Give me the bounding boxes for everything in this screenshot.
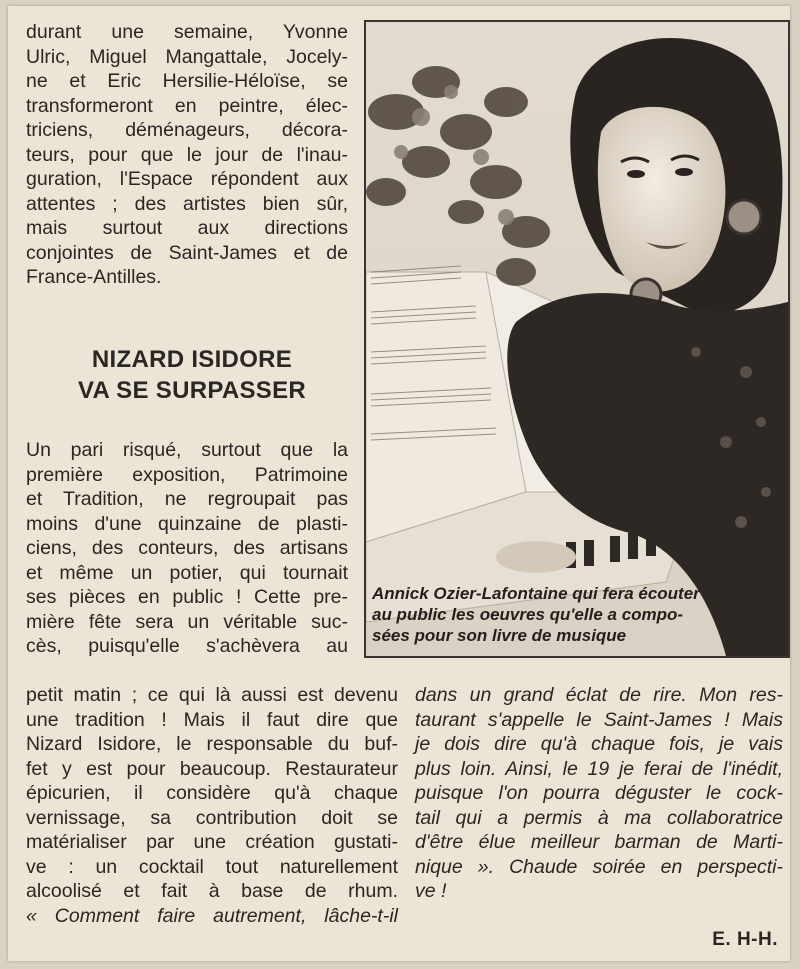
text-line: puisque l'on pourra déguster le cock- [415, 782, 783, 804]
paragraph-nizard [26, 683, 398, 928]
portrait-photo-illustration [366, 22, 788, 656]
text-line: durant une semaine, Yvonne [26, 21, 348, 43]
text-line: transformeront en peintre, élec- [26, 94, 348, 117]
section-heading [26, 344, 358, 406]
paragraph-intro [26, 20, 348, 290]
text-line: une tradition ! Mais il faut dire que [26, 708, 398, 731]
text-line: alcoolisé et fait à base de rhum. [26, 880, 398, 902]
photo [364, 20, 790, 658]
text-line: mais surtout aux directions [26, 217, 348, 239]
text-line: dans un grand éclat de rire. Mon res- [415, 684, 783, 706]
heading-line: VA SE SURPASSER [77, 377, 307, 404]
text-line: cès, puisqu'elle s'achèvera au [26, 635, 348, 657]
text-line: guration, l'Espace répondent aux [26, 168, 348, 190]
text-line: nique ». Chaude soirée en perspecti- [415, 855, 783, 878]
text-line: « Comment faire autrement, lâche-t-il [26, 904, 398, 927]
text-line: ve : un cocktail tout naturellement [26, 855, 398, 878]
text-line: ciens, des conteurs, des artisans [26, 537, 348, 559]
text-line: et Tradition, ne regroupait pas [26, 488, 348, 510]
text-line: épicurien, il considère qu'à chaque [26, 782, 398, 804]
text-line: Un pari risqué, surtout que la [26, 439, 348, 461]
text-line: Ulric, Miguel Mangattale, Jocely- [26, 45, 348, 68]
text-line: fet y est pour beaucoup. Restaurateur [26, 757, 398, 780]
text-line: conjointes de Saint-James et de [26, 241, 348, 264]
text-line: première exposition, Patrimoine [26, 463, 348, 486]
caption-line: sées pour son livre de musique [372, 626, 627, 645]
author-signature: E. H-H. [712, 929, 778, 950]
text-line: plus loin. Ainsi, le 19 je ferai de l'inédit, [415, 757, 783, 780]
photo-caption [372, 583, 782, 646]
newspaper-page [8, 6, 790, 961]
text-line: vernissage, sa contribution doit se [26, 806, 398, 829]
text-line: petit matin ; ce qui là aussi est devenu [26, 684, 398, 706]
text-line: ses pièces en public ! Cette pre- [26, 586, 348, 608]
text-line: et même un potier, qui tournait [26, 561, 348, 584]
heading-line: NIZARD ISIDORE [91, 346, 293, 373]
paragraph-quote [415, 683, 783, 904]
caption-line: Annick Ozier-Lafontaine qui fera écouter [372, 584, 700, 603]
text-line: je dois dire qu'à chaque fois, je vais [415, 733, 783, 755]
text-line: attentes ; des artistes bien sûr, [26, 192, 348, 215]
text-line: mière fête sera un véritable suc- [26, 610, 348, 633]
text-line: matérialiser par une création gustati- [26, 831, 398, 853]
text-line: teurs, pour que le jour de l'inau- [26, 143, 348, 166]
paragraph-pari [26, 438, 348, 659]
text-line: France-Antilles. [26, 266, 162, 288]
text-line: d'être élue meilleur barman de Marti- [415, 831, 783, 853]
text-line: tail qui a permis à ma collaboratrice [415, 806, 783, 829]
caption-line: au public les oeuvres qu'elle a compo- [372, 605, 684, 624]
text-line: ve ! [415, 880, 447, 902]
text-line: moins d'une quinzaine de plasti- [26, 512, 348, 535]
text-line: triciens, déménageurs, décora- [26, 119, 348, 141]
text-line: Nizard Isidore, le responsable du buf- [26, 733, 398, 755]
text-line: taurant s'appelle le Saint-James ! Mais [415, 708, 783, 731]
text-line: ne et Eric Hersilie-Héloïse, se [26, 70, 348, 92]
